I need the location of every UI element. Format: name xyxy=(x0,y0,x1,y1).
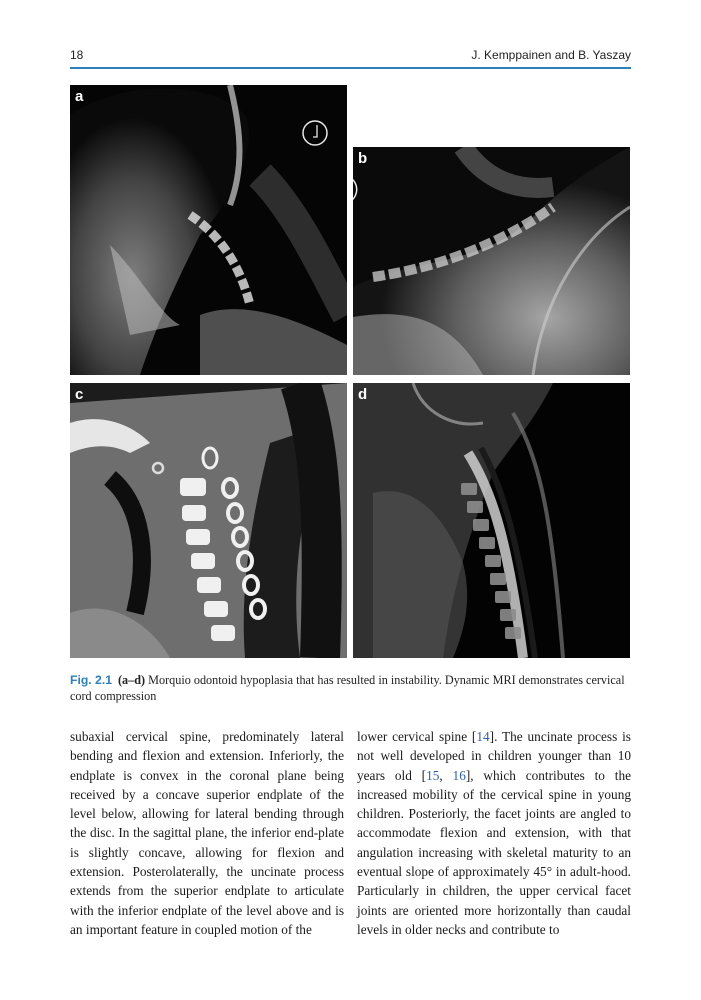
panel-label-b: b xyxy=(358,150,368,167)
page-number: 18 xyxy=(70,48,84,62)
panel-label-c: c xyxy=(75,386,84,403)
figure-panel-ref: (a–d) xyxy=(118,673,146,687)
mri-sagittal-image xyxy=(353,383,630,658)
figure-label: Fig. 2.1 xyxy=(70,673,112,687)
citation-link[interactable]: 14 xyxy=(476,729,490,744)
xray-flexion-image xyxy=(353,147,630,375)
citation-link[interactable]: 15 xyxy=(426,767,440,783)
panel-label-d: d xyxy=(358,386,368,403)
body-text-segment: ]. The uncinate process is not well developed in children younger than 10 years old [ xyxy=(357,729,631,783)
xray-lateral-image xyxy=(70,85,347,375)
header-rule xyxy=(70,67,631,69)
body-column-left: subaxial cervical spine, predominately lateral bending and flexion and extension. Inferiorly, the endplate is convex in the coronal plane being received by a concave superior endplate of the level below, allowing for lateral bending through the disc. In the sagittal plane, the inferior end-plate is slightly concave, allowing for flexion and extension. Posterolaterally, the uncinate process extends from the superior endplate to articulate with the inferior endplate of the level above and is an important feature in coupled motion of the xyxy=(70,729,344,937)
figure-panel-a xyxy=(70,85,347,375)
body-column-right xyxy=(357,727,631,939)
figure-caption-text: Morquio odontoid hypoplasia that has resulted in instability. Dynamic MRI demonstrates cervical cord compression xyxy=(70,673,625,703)
body-text-segment: , xyxy=(439,767,453,783)
figure-caption xyxy=(70,672,631,704)
figure-panel-b xyxy=(353,147,630,375)
running-header-authors: J. Kemppainen and B. Yaszay xyxy=(471,48,631,62)
figure-panel-d xyxy=(353,383,630,658)
figure-panel-c xyxy=(70,383,347,658)
running-header xyxy=(70,48,631,66)
body-text-segment: lower cervical spine [ xyxy=(357,729,477,744)
panel-label-a: a xyxy=(75,88,84,105)
citation-link[interactable]: 16 xyxy=(452,767,466,783)
ct-sagittal-image xyxy=(70,383,347,658)
body-text-segment: ], which contributes to the increased mobility of the cervical spine in young children. Posteriorly, the facet joints are angled to accommodate flexion and extension, with that angulation increasing with skeletal maturity to an eventual slope of approximately 45° in adult-hood. Particularly in children, the upper cervical facet joints are oriented more horizontally than caudal levels in older necks and contribute to xyxy=(357,767,632,937)
